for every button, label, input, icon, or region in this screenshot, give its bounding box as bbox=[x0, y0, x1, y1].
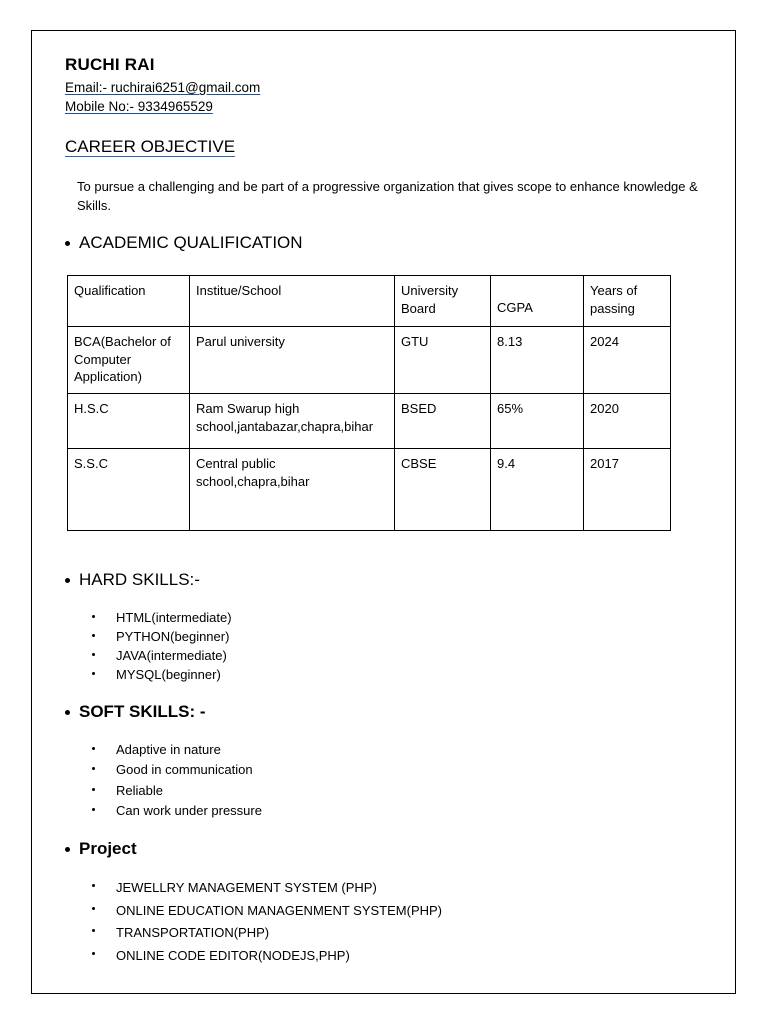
soft-skills-list bbox=[64, 740, 262, 821]
list-item bbox=[64, 945, 442, 968]
hard-skills-heading bbox=[63, 570, 200, 590]
list-item bbox=[64, 760, 262, 780]
table-cell: BSED bbox=[395, 394, 491, 449]
qualification-table bbox=[67, 275, 671, 531]
column-header: Institue/School bbox=[190, 276, 395, 327]
resume-page bbox=[31, 30, 736, 994]
bullet-icon bbox=[65, 578, 70, 583]
table-cell: GTU bbox=[395, 327, 491, 394]
hard-skills-list bbox=[64, 608, 232, 684]
bullet-icon bbox=[92, 929, 95, 932]
section-title: Project bbox=[79, 839, 137, 858]
list-item-text: Can work under pressure bbox=[116, 802, 262, 818]
table-row bbox=[68, 394, 671, 449]
career-objective-text: To pursue a challenging and be part of a progressive organization that gives scope to enhance knowledge & Skills. bbox=[77, 179, 698, 213]
list-item bbox=[64, 801, 262, 821]
table-cell: 9.4 bbox=[491, 449, 584, 531]
project-heading bbox=[63, 839, 137, 859]
bullet-icon bbox=[92, 634, 95, 637]
list-item bbox=[64, 627, 232, 646]
table-header-row bbox=[68, 276, 671, 327]
table-cell: Ram Swarup high school,jantabazar,chapra,bihar bbox=[190, 394, 395, 449]
bullet-icon bbox=[92, 767, 95, 770]
list-item-text: ONLINE CODE EDITOR(NODEJS,PHP) bbox=[116, 947, 350, 963]
list-item-text: PYTHON(beginner) bbox=[116, 629, 230, 644]
academic-qualification-heading bbox=[63, 233, 303, 253]
soft-skills-heading bbox=[63, 702, 206, 722]
table-cell: BCA(Bachelor of Computer Application) bbox=[68, 327, 190, 394]
project-list bbox=[64, 877, 442, 967]
email-link[interactable]: Email:- ruchirai6251@gmail.com bbox=[65, 80, 261, 95]
list-item bbox=[64, 646, 232, 665]
career-objective-heading: CAREER OBJECTIVE bbox=[65, 137, 236, 156]
list-item-text: MYSQL(beginner) bbox=[116, 667, 221, 682]
list-item bbox=[64, 608, 232, 627]
table-row bbox=[68, 327, 671, 394]
list-item bbox=[64, 900, 442, 923]
list-item bbox=[64, 877, 442, 900]
table-cell: CBSE bbox=[395, 449, 491, 531]
bullet-icon bbox=[92, 615, 95, 618]
table-cell: S.S.C bbox=[68, 449, 190, 531]
bullet-icon bbox=[92, 907, 95, 910]
table-cell: Central public school,chapra,bihar bbox=[190, 449, 395, 531]
table-cell: Parul university bbox=[190, 327, 395, 394]
bullet-icon bbox=[65, 847, 70, 852]
column-header: Qualification bbox=[68, 276, 190, 327]
bullet-icon bbox=[92, 808, 95, 811]
bullet-icon bbox=[92, 952, 95, 955]
list-item-text: JEWELLRY MANAGEMENT SYSTEM (PHP) bbox=[116, 880, 377, 895]
list-item-text: JAVA(intermediate) bbox=[116, 648, 227, 663]
table-cell: H.S.C bbox=[68, 394, 190, 449]
table-cell: 65% bbox=[491, 394, 584, 449]
list-item-text: Reliable bbox=[116, 782, 163, 798]
table-cell: 2020 bbox=[584, 394, 671, 449]
list-item bbox=[64, 665, 232, 684]
section-title: SOFT SKILLS: - bbox=[79, 702, 206, 721]
column-header: CGPA bbox=[491, 276, 584, 327]
bullet-icon bbox=[92, 884, 95, 887]
section-title: ACADEMIC QUALIFICATION bbox=[79, 233, 303, 252]
bullet-icon bbox=[92, 747, 95, 750]
column-header: University Board bbox=[395, 276, 491, 327]
list-item-text: Good in communication bbox=[116, 762, 253, 778]
bullet-icon bbox=[92, 672, 95, 675]
bullet-icon bbox=[92, 653, 95, 656]
candidate-name: RUCHI RAI bbox=[65, 55, 155, 74]
table-row bbox=[68, 449, 671, 531]
list-item-text: TRANSPORTATION(PHP) bbox=[116, 925, 270, 940]
bullet-icon bbox=[65, 710, 70, 715]
bullet-icon bbox=[65, 241, 70, 246]
list-item bbox=[64, 922, 442, 945]
table-cell: 2017 bbox=[584, 449, 671, 531]
list-item-text: Adaptive in nature bbox=[116, 742, 221, 757]
list-item-text: ONLINE EDUCATION MANAGENMENT SYSTEM(PHP) bbox=[116, 902, 442, 918]
table-cell: 2024 bbox=[584, 327, 671, 394]
list-item bbox=[64, 781, 262, 801]
table-cell: 8.13 bbox=[491, 327, 584, 394]
bullet-icon bbox=[92, 788, 95, 791]
list-item bbox=[64, 740, 262, 760]
list-item-text: HTML(intermediate) bbox=[116, 610, 232, 625]
section-title: HARD SKILLS:- bbox=[79, 570, 200, 589]
mobile-number: Mobile No:- 9334965529 bbox=[65, 99, 213, 114]
column-header: Years of passing bbox=[584, 276, 671, 327]
